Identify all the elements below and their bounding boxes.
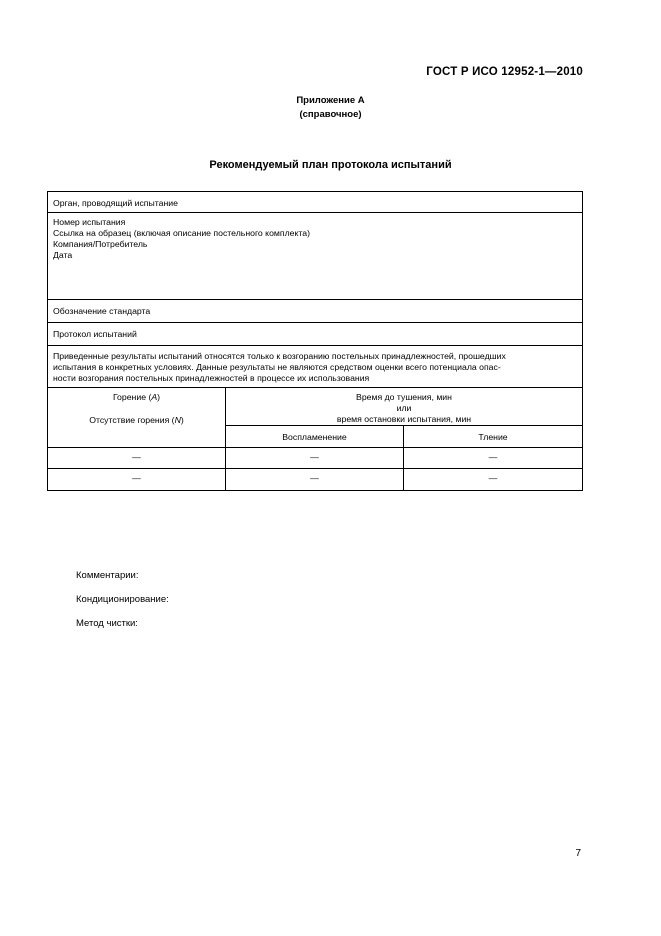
table-cell: — [48,448,226,469]
table-cell: — [226,469,404,490]
appendix-heading [0,94,661,122]
table-cell: — [48,469,226,490]
table-cell: — [226,448,404,469]
table-cell: — [404,448,582,469]
results-grid [48,388,582,490]
org-row: Орган, проводящий испытание [48,192,582,213]
info-line: Дата [53,250,73,260]
protocol-row: Протокол испытаний [48,323,582,346]
standard-designation-row: Обозначение стандарта [48,300,582,323]
smoldering-header: Тление [404,426,582,448]
cleaning-method-label: Метод чистки: [76,618,138,629]
disclaimer-row [48,346,582,388]
ignition-header: Воспламенение [226,426,404,448]
disclaimer-line: Приведенные результаты испытаний относятся только к возгоранию постельных принадлежностей, прошедших [53,351,506,361]
page-number: 7 [575,848,581,859]
appendix-subtitle: (справочное) [299,109,362,120]
table-cell: — [488,473,498,483]
time-header: Время до тушения, мин или время остановки испытания, мин [226,388,582,426]
comments-label: Комментарии: [76,570,139,581]
protocol-table [47,191,583,491]
appendix-title: Приложение А [296,95,365,106]
disclaimer-line: испытания в конкретных условиях. Данные результаты не являются средством оценки всего потенциала опас- [53,362,501,372]
conditioning-label: Кондиционирование: [76,594,169,605]
burning-header: Горение (A) Отсутствие горения (N) [48,388,226,448]
info-line: Ссылка на образец (включая описание постельного комплекта) [53,228,310,238]
disclaimer-line: ности возгорания постельных принадлежностей в процессе их использования [53,373,370,383]
document-title: Рекомендуемый план протокола испытаний [209,159,452,171]
info-line: Компания/Потребитель [53,239,148,249]
standard-header: ГОСТ Р ИСО 12952-1—2010 [426,66,583,78]
info-line: Номер испытания [53,217,126,227]
info-row [48,213,582,300]
